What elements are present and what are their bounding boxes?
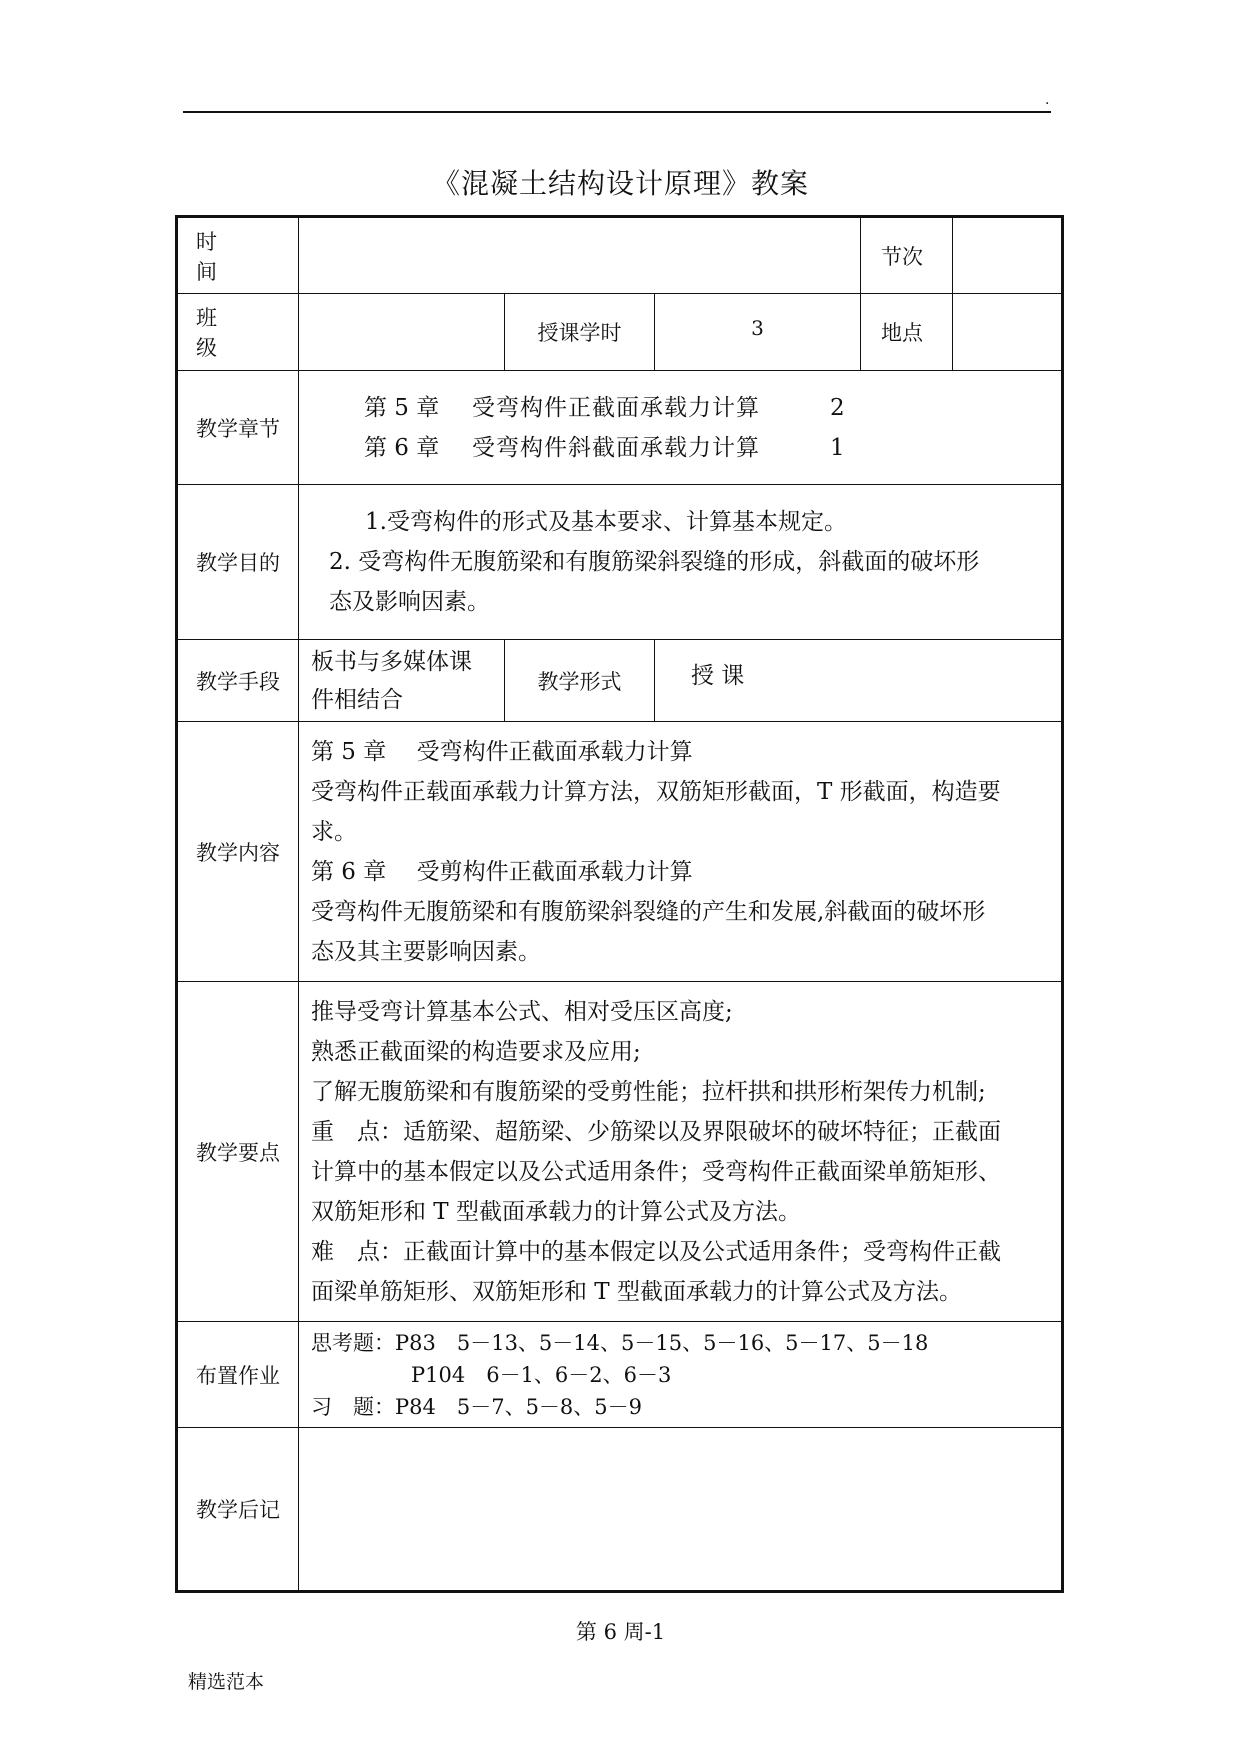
points-line: 了解无腹筋梁和有腹筋梁的受剪性能；拉杆拱和拱形桁架传力机制; [311, 1078, 986, 1105]
homework-text [299, 1322, 1063, 1428]
content-text [299, 722, 1063, 982]
homework-label: 布置作业 [177, 1322, 299, 1428]
goal-line: 1.受弯构件的形式及基本要求、计算基本规定。 [365, 509, 847, 535]
points-line: 熟悉正截面梁的构造要求及应用; [311, 1038, 641, 1065]
content-line: 受弯构件正载面承载力计算方法，双筋矩形截面，T 形截面，构造要 [311, 778, 1001, 805]
place-label: 地点 [861, 294, 953, 371]
chapter-label: 教学章节 [177, 371, 299, 485]
hours-label: 授课学时 [505, 294, 655, 371]
chapter-item: 第 6 章 受弯构件斜截面承载力计算 1 [364, 434, 845, 461]
points-text [299, 982, 1063, 1322]
homework-line: 习 题：P84 5－7、5－8、5－9 [311, 1394, 643, 1419]
header-dot: . [1045, 92, 1050, 108]
row-chapters [177, 371, 1063, 485]
row-means [177, 640, 1063, 722]
document-title: 《混凝土结构设计原理》教案 [431, 167, 809, 200]
chapter-item: 第 5 章 受弯构件正截面承载力计算 2 [364, 394, 845, 421]
lesson-plan-table [175, 215, 1064, 1593]
class-label: 班 级 [177, 294, 299, 371]
points-line: 推导受弯计算基本公式、相对受压区高度; [311, 998, 733, 1025]
points-line: 重 点：适筋梁、超筋梁、少筋梁以及界限破坏的破坏特征；正截面 [311, 1118, 1001, 1145]
row-content [177, 722, 1063, 982]
row-notes [177, 1428, 1063, 1592]
points-line: 面梁单筋矩形、双筋矩形和 T 型截面承载力的计算公式及方法。 [311, 1278, 962, 1305]
content-line: 求。 [311, 818, 357, 845]
goal-line: 态及影响因素。 [329, 589, 490, 615]
class-value [299, 294, 505, 371]
row-key-points [177, 982, 1063, 1322]
row-time [177, 217, 1063, 294]
notes-label: 教学后记 [177, 1428, 299, 1592]
section-value [953, 217, 1063, 294]
place-value [953, 294, 1063, 371]
section-label: 节次 [861, 217, 953, 294]
content-line: 第 5 章 受弯构件正截面承载力计算 [311, 738, 693, 765]
notes-value [299, 1428, 1063, 1592]
points-label: 教学要点 [177, 982, 299, 1322]
goal-label: 教学目的 [177, 485, 299, 640]
content-line: 第 6 章 受剪构件正截面承载力计算 [311, 858, 693, 885]
chapter-list [299, 371, 1063, 485]
content-label: 教学内容 [177, 722, 299, 982]
page-number: 第 6 周-1 [575, 1620, 666, 1644]
points-line: 难 点：正截面计算中的基本假定以及公式适用条件；受弯构件正截 [311, 1238, 1001, 1265]
time-value [299, 217, 861, 294]
form-label: 教学形式 [505, 640, 655, 722]
hours-value: 3 [655, 294, 861, 371]
header-rule [183, 111, 1051, 113]
time-label: 时 间 [177, 217, 299, 294]
content-line: 态及其主要影响因素。 [311, 938, 541, 965]
footer-note: 精选范本 [188, 1671, 265, 1693]
content-line: 受弯构件无腹筋梁和有腹筋梁斜裂缝的产生和发展,斜截面的破坏形 [311, 898, 986, 925]
goal-list [299, 485, 1063, 640]
row-homework [177, 1322, 1063, 1428]
row-class [177, 294, 1063, 371]
means-value: 板书与多媒体课 件相结合 [299, 640, 505, 722]
homework-line: P104 6－1、6－2、6－3 [411, 1362, 672, 1387]
row-goals [177, 485, 1063, 640]
homework-line: 思考题：P83 5－13、5－14、5－15、5－16、5－17、5－18 [311, 1330, 929, 1355]
points-line: 双筋矩形和 T 型截面承载力的计算公式及方法。 [311, 1198, 801, 1225]
goal-line: 2. 受弯构件无腹筋梁和有腹筋梁斜裂缝的形成，斜截面的破坏形 [329, 549, 980, 575]
points-line: 计算中的基本假定以及公式适用条件；受弯构件正截面梁单筋矩形、 [311, 1158, 1001, 1185]
form-value: 授 课 [655, 640, 1063, 722]
means-label: 教学手段 [177, 640, 299, 722]
